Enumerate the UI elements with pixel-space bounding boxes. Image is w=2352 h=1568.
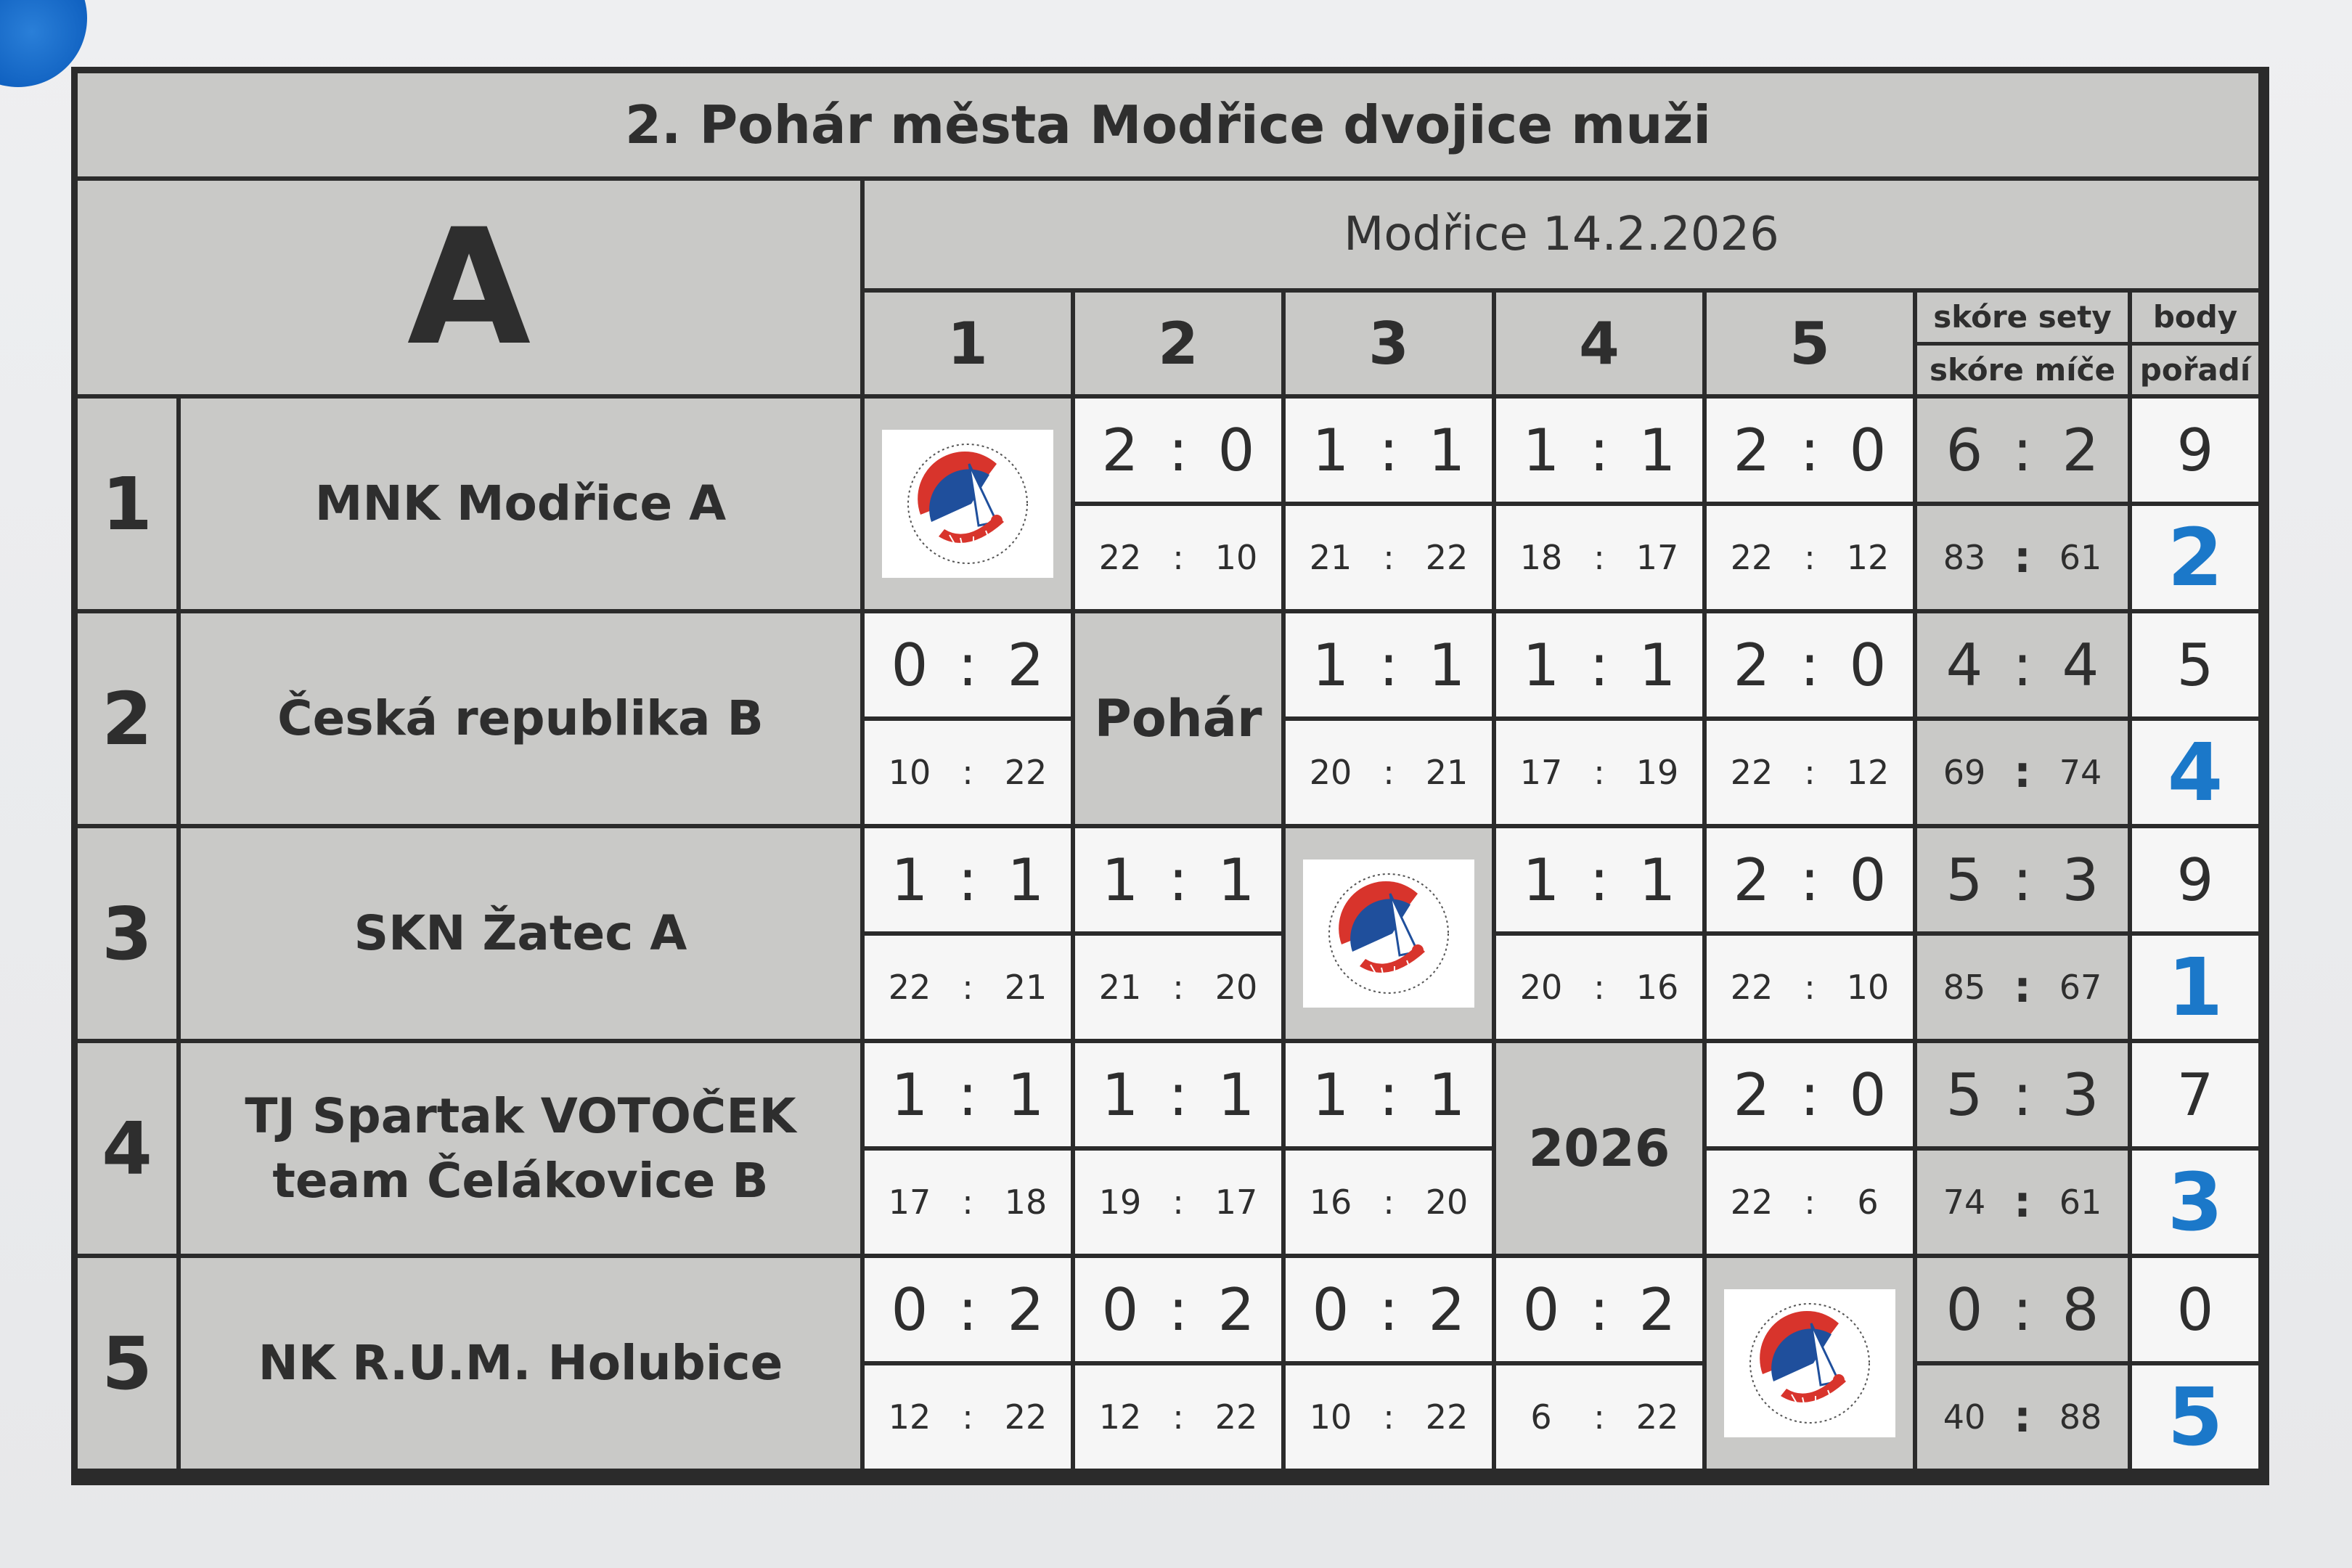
- set-score-cell: [862, 1041, 1073, 1148]
- colon: :: [962, 753, 973, 792]
- colon: :: [1804, 968, 1816, 1007]
- team-name: [179, 1041, 862, 1256]
- team-name: [179, 396, 862, 611]
- balls-home: 22: [1730, 538, 1773, 577]
- ball-score-cell: [1704, 504, 1915, 611]
- balls-away: 22: [1425, 1397, 1469, 1437]
- results-table: [71, 67, 2269, 1485]
- balls-home: 17: [1519, 753, 1563, 792]
- sets-away: 1: [1638, 416, 1676, 484]
- set-score-cell: [1283, 396, 1494, 504]
- column-header-5: 5: [1704, 290, 1915, 396]
- balls-home: 21: [1098, 968, 1142, 1007]
- team-number: 1: [75, 396, 179, 611]
- team-number: 4: [75, 1041, 179, 1256]
- set-score-cell: [1704, 611, 1915, 719]
- sets-away: 0: [1849, 1061, 1887, 1129]
- colon: :: [957, 631, 978, 699]
- total-balls-won: 83: [1943, 538, 1986, 577]
- column-header-2: 2: [1073, 290, 1283, 396]
- sets-home: 0: [1101, 1275, 1139, 1344]
- sets-away: 0: [1217, 416, 1255, 484]
- sets-home: 1: [1522, 631, 1560, 699]
- diagonal-logo-cell: [862, 396, 1073, 611]
- balls-away: 22: [1425, 538, 1469, 577]
- set-score-cell: [1494, 1256, 1704, 1363]
- sets-away: 1: [1428, 1061, 1466, 1129]
- balls-away: 21: [1425, 753, 1469, 792]
- total-balls-cell: [1915, 1363, 2130, 1471]
- team-name: [179, 826, 862, 1041]
- colon: :: [2014, 962, 2031, 1013]
- ball-score-cell: [1073, 1148, 1283, 1256]
- colon: :: [1379, 416, 1399, 484]
- ball-score-cell: [1704, 719, 1915, 826]
- balls-score-label: skóre míče: [1929, 351, 2116, 388]
- colon: :: [1593, 538, 1605, 577]
- sets-away: 1: [1007, 1061, 1045, 1129]
- colon: :: [1800, 416, 1820, 484]
- sets-home: 0: [1312, 1275, 1349, 1344]
- points-rank-header: [2130, 290, 2261, 396]
- sets-away: 1: [1428, 631, 1466, 699]
- set-score-cell: [1073, 826, 1283, 934]
- sets-home: 2: [1733, 846, 1771, 914]
- ball-score-cell: [1073, 504, 1283, 611]
- sets-away: 2: [1638, 1275, 1676, 1344]
- colon: :: [1383, 1397, 1395, 1437]
- total-sets-cell: [1915, 1041, 2130, 1148]
- balls-home: 22: [1730, 753, 1773, 792]
- diagonal-logo-cell: [1283, 826, 1494, 1041]
- balls-away: 18: [1004, 1183, 1048, 1222]
- balls-away: 19: [1636, 753, 1679, 792]
- column-header-4: 4: [1494, 290, 1704, 396]
- balls-home: 22: [1730, 1183, 1773, 1222]
- sets-home: 1: [1101, 1061, 1139, 1129]
- colon: :: [1168, 416, 1188, 484]
- rank-cell: 2: [2130, 504, 2261, 611]
- set-score-cell: [862, 1256, 1073, 1363]
- sets-away: 1: [1638, 846, 1676, 914]
- set-score-cell: [862, 611, 1073, 719]
- team-number: 5: [75, 1256, 179, 1471]
- total-balls-lost: 61: [2059, 1183, 2102, 1222]
- balls-home: 16: [1309, 1183, 1352, 1222]
- set-score-cell: [862, 826, 1073, 934]
- colon: :: [1804, 538, 1816, 577]
- sets-home: 1: [1312, 1061, 1349, 1129]
- place-date: Modřice 14.2.2026: [862, 179, 2261, 290]
- total-balls-cell: [1915, 1148, 2130, 1256]
- ball-score-cell: [1494, 934, 1704, 1041]
- balls-home: 20: [1309, 753, 1352, 792]
- balls-away: 10: [1214, 538, 1258, 577]
- balls-home: 18: [1519, 538, 1563, 577]
- ball-score-cell: [1704, 934, 1915, 1041]
- team-name-line-2: team Čelákovice B: [272, 1153, 769, 1209]
- total-sets-cell: [1915, 396, 2130, 504]
- colon: :: [1804, 753, 1816, 792]
- total-sets-lost: 8: [2062, 1275, 2099, 1344]
- colon: :: [1589, 631, 1609, 699]
- team-name-line-1: MNK Modřice A: [314, 475, 727, 532]
- colon: :: [1168, 846, 1188, 914]
- team-name-line-1: SKN Žatec A: [354, 905, 687, 962]
- sets-away: 1: [1217, 846, 1255, 914]
- ball-score-cell: [1073, 934, 1283, 1041]
- colon: :: [2014, 532, 2031, 583]
- column-header-1: 1: [862, 290, 1073, 396]
- sets-home: 1: [1312, 416, 1349, 484]
- points-cell: 5: [2130, 611, 2261, 719]
- colon: :: [2012, 1275, 2033, 1344]
- points-cell: 7: [2130, 1041, 2261, 1148]
- colon: :: [1589, 1275, 1609, 1344]
- balls-home: 22: [888, 968, 931, 1007]
- set-score-cell: [1073, 1256, 1283, 1363]
- total-balls-won: 40: [1943, 1397, 1986, 1437]
- association-logo-icon: [1303, 859, 1474, 1008]
- ball-score-cell: [1283, 719, 1494, 826]
- ball-score-cell: [862, 1148, 1073, 1256]
- total-sets-won: 0: [1945, 1275, 1983, 1344]
- column-header-3: 3: [1283, 290, 1494, 396]
- colon: :: [1379, 631, 1399, 699]
- total-sets-won: 5: [1945, 1061, 1983, 1129]
- colon: :: [1172, 968, 1184, 1007]
- association-logo-icon: [882, 430, 1053, 578]
- sets-home: 2: [1101, 416, 1139, 484]
- colon: :: [1168, 1275, 1188, 1344]
- team-name: [179, 1256, 862, 1471]
- ball-score-cell: [1704, 1148, 1915, 1256]
- colon: :: [1593, 968, 1605, 1007]
- colon: :: [1379, 1061, 1399, 1129]
- colon: :: [1804, 1183, 1816, 1222]
- sets-home: 1: [1312, 631, 1349, 699]
- sets-home: 1: [1522, 846, 1560, 914]
- balls-away: 21: [1004, 968, 1048, 1007]
- rank-cell: 5: [2130, 1363, 2261, 1471]
- set-score-cell: [1494, 611, 1704, 719]
- total-balls-lost: 67: [2059, 968, 2102, 1007]
- balls-home: 6: [1530, 1397, 1552, 1437]
- total-sets-lost: 2: [2062, 416, 2099, 484]
- diagonal-text-cell: Pohár: [1073, 611, 1283, 826]
- set-score-cell: [1494, 826, 1704, 934]
- rank-cell: 4: [2130, 719, 2261, 826]
- total-balls-won: 74: [1943, 1183, 1986, 1222]
- ball-score-cell: [862, 1363, 1073, 1471]
- balls-away: 12: [1846, 753, 1890, 792]
- diagonal-logo-cell: [1704, 1256, 1915, 1471]
- set-score-cell: [1704, 1041, 1915, 1148]
- set-score-cell: [1704, 826, 1915, 934]
- sets-away: 2: [1007, 631, 1045, 699]
- balls-away: 10: [1846, 968, 1890, 1007]
- colon: :: [1168, 1061, 1188, 1129]
- sets-away: 1: [1638, 631, 1676, 699]
- set-score-cell: [1494, 396, 1704, 504]
- balls-away: 22: [1214, 1397, 1258, 1437]
- group-letter: A: [75, 179, 862, 396]
- colon: :: [2012, 631, 2033, 699]
- sets-home: 0: [1522, 1275, 1560, 1344]
- total-balls-lost: 74: [2059, 753, 2102, 792]
- total-sets-cell: [1915, 826, 2130, 934]
- balls-home: 22: [1730, 968, 1773, 1007]
- balls-home: 10: [1309, 1397, 1352, 1437]
- total-balls-lost: 88: [2059, 1397, 2102, 1437]
- colon: :: [957, 1061, 978, 1129]
- colon: :: [1383, 538, 1395, 577]
- balls-home: 12: [1098, 1397, 1142, 1437]
- colon: :: [1379, 1275, 1399, 1344]
- sets-home: 1: [891, 1061, 928, 1129]
- colon: :: [962, 1183, 973, 1222]
- colon: :: [962, 968, 973, 1007]
- sets-away: 2: [1428, 1275, 1466, 1344]
- balls-away: 20: [1425, 1183, 1469, 1222]
- colon: :: [957, 1275, 978, 1344]
- colon: :: [1383, 753, 1395, 792]
- balls-home: 19: [1098, 1183, 1142, 1222]
- balls-away: 16: [1636, 968, 1679, 1007]
- sets-away: 1: [1428, 416, 1466, 484]
- total-sets-won: 5: [1945, 846, 1983, 914]
- sets-away: 0: [1849, 631, 1887, 699]
- ball-score-cell: [1073, 1363, 1283, 1471]
- points-cell: 9: [2130, 396, 2261, 504]
- team-name: [179, 611, 862, 826]
- ball-score-cell: [1494, 1363, 1704, 1471]
- diagonal-text-cell: 2026: [1494, 1041, 1704, 1256]
- points-cell: 9: [2130, 826, 2261, 934]
- sets-away: 1: [1007, 846, 1045, 914]
- total-sets-lost: 4: [2062, 631, 2099, 699]
- rank-label: pořadí: [2139, 351, 2251, 388]
- sets-home: 2: [1733, 1061, 1771, 1129]
- sets-away: 2: [1007, 1275, 1045, 1344]
- colon: :: [1383, 1183, 1395, 1222]
- total-balls-won: 69: [1943, 753, 1986, 792]
- colon: :: [1593, 1397, 1605, 1437]
- ball-score-cell: [1283, 1363, 1494, 1471]
- points-cell: 0: [2130, 1256, 2261, 1363]
- total-sets-lost: 3: [2062, 1061, 2099, 1129]
- balls-home: 20: [1519, 968, 1563, 1007]
- balls-home: 17: [888, 1183, 931, 1222]
- total-balls-cell: [1915, 934, 2130, 1041]
- sets-home: 0: [891, 1275, 928, 1344]
- colon: :: [1172, 1183, 1184, 1222]
- association-logo-icon: [1724, 1289, 1895, 1437]
- balls-away: 6: [1857, 1183, 1879, 1222]
- total-sets-won: 6: [1945, 416, 1983, 484]
- balls-away: 22: [1004, 753, 1048, 792]
- sets-home: 0: [891, 631, 928, 699]
- team-name-line-1: Česká republika B: [277, 690, 764, 747]
- table-title: 2. Pohár města Modřice dvojice muži: [75, 71, 2261, 179]
- set-score-cell: [1283, 1041, 1494, 1148]
- balls-away: 22: [1636, 1397, 1679, 1437]
- colon: :: [957, 846, 978, 914]
- total-balls-cell: [1915, 719, 2130, 826]
- colon: :: [1800, 846, 1820, 914]
- colon: :: [1589, 846, 1609, 914]
- ball-score-cell: [1283, 504, 1494, 611]
- sets-home: 1: [1522, 416, 1560, 484]
- total-sets-won: 4: [1945, 631, 1983, 699]
- colon: :: [1172, 1397, 1184, 1437]
- ball-score-cell: [862, 719, 1073, 826]
- points-label: body: [2132, 293, 2258, 346]
- total-balls-cell: [1915, 504, 2130, 611]
- colon: :: [1800, 1061, 1820, 1129]
- rank-cell: 1: [2130, 934, 2261, 1041]
- total-sets-cell: [1915, 1256, 2130, 1363]
- sets-away: 0: [1849, 846, 1887, 914]
- total-balls-lost: 61: [2059, 538, 2102, 577]
- set-score-cell: [1073, 396, 1283, 504]
- total-sets-cell: [1915, 611, 2130, 719]
- colon: :: [2014, 1392, 2031, 1442]
- sets-score-label: skóre sety: [1917, 293, 2128, 346]
- ball-score-cell: [1494, 504, 1704, 611]
- colon: :: [1593, 753, 1605, 792]
- colon: :: [1589, 416, 1609, 484]
- set-score-cell: [1283, 1256, 1494, 1363]
- sets-away: 2: [1217, 1275, 1255, 1344]
- colon: :: [2012, 846, 2033, 914]
- balls-away: 17: [1636, 538, 1679, 577]
- total-sets-lost: 3: [2062, 846, 2099, 914]
- balls-home: 12: [888, 1397, 931, 1437]
- ball-score-cell: [1494, 719, 1704, 826]
- sets-home: 1: [891, 846, 928, 914]
- balls-away: 22: [1004, 1397, 1048, 1437]
- colon: :: [2014, 747, 2031, 798]
- sets-away: 1: [1217, 1061, 1255, 1129]
- colon: :: [2012, 416, 2033, 484]
- ball-score-cell: [1283, 1148, 1494, 1256]
- ball-score-cell: [862, 934, 1073, 1041]
- sets-home: 1: [1101, 846, 1139, 914]
- team-name-line-1: TJ Spartak VOTOČEK: [245, 1087, 796, 1144]
- balls-home: 10: [888, 753, 931, 792]
- score-header: [1915, 290, 2130, 396]
- sets-home: 2: [1733, 416, 1771, 484]
- colon: :: [962, 1397, 973, 1437]
- colon: :: [1800, 631, 1820, 699]
- balls-home: 22: [1098, 538, 1142, 577]
- sets-home: 2: [1733, 631, 1771, 699]
- set-score-cell: [1073, 1041, 1283, 1148]
- balls-home: 21: [1309, 538, 1352, 577]
- team-name-line-1: NK R.U.M. Holubice: [258, 1335, 783, 1392]
- sets-away: 0: [1849, 416, 1887, 484]
- rank-cell: 3: [2130, 1148, 2261, 1256]
- balls-away: 12: [1846, 538, 1890, 577]
- balls-away: 20: [1214, 968, 1258, 1007]
- set-score-cell: [1283, 611, 1494, 719]
- balls-away: 17: [1214, 1183, 1258, 1222]
- team-number: 3: [75, 826, 179, 1041]
- total-balls-won: 85: [1943, 968, 1986, 1007]
- team-number: 2: [75, 611, 179, 826]
- colon: :: [2014, 1177, 2031, 1228]
- set-score-cell: [1704, 396, 1915, 504]
- colon: :: [1172, 538, 1184, 577]
- colon: :: [2012, 1061, 2033, 1129]
